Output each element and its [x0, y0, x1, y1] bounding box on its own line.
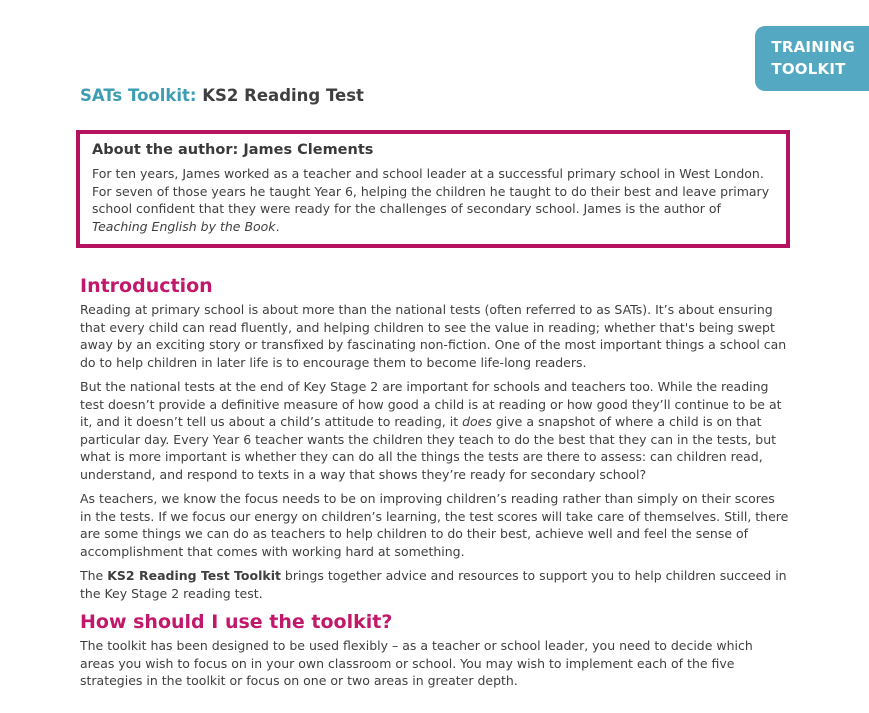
usage-heading: How should I use the toolkit?	[80, 611, 393, 633]
intro-p4-end: brings together advice and resources to support you to help children succeed in the Key Stage 2 reading test.	[80, 568, 787, 601]
introduction-paragraph-4	[80, 567, 790, 602]
author-bio-text: For ten years, James worked as a teacher and school leader at a successful primary school in West London. For seven of those years he taught Year 6, helping the children he taught to do their best and leave primary school confident that they were ready for the challenges of secondary school. James is the author of	[92, 166, 770, 216]
introduction-paragraph-1: Reading at primary school is about more than the national tests (often referred to as SATs). It’s about ensuring that every child can read fluently, and helping children to see the value in reading; whether that's being swept away by an exciting story or transfixed by fascinating non-fiction. One of the most important things a school can do to help children in later life is to encourage them to become life-long readers.	[80, 302, 787, 370]
toolkit-name-bold: KS2 Reading Test Toolkit	[107, 568, 281, 583]
author-box-heading: About the author: James Clements	[92, 142, 374, 158]
introduction-heading: Introduction	[80, 275, 213, 297]
intro-p2-emphasis: does	[462, 414, 492, 429]
badge-line-2: TOOLKIT	[771, 59, 846, 78]
page-title	[80, 86, 790, 106]
introduction-paragraph-2	[80, 378, 790, 483]
introduction-paragraph-3: As teachers, we know the focus needs to be on improving children’s reading rather than simply on their scores in the tests. If we focus our energy on children’s learning, the test scores will take care of themselves. Still, there are some things we can do as teachers to help children to do their best, achieve well and feel the sense of accomplishment that comes with working hard at something.	[80, 491, 789, 559]
intro-p2-start: But the national tests at the end of Key Stage 2 are important for schools and teachers too. While the reading test doesn’t provide a definitive measure of how good a child is at reading or how good they’ll continue to be at it, and it doesn’t tell us about a child’s attitude to reading, it	[80, 379, 782, 429]
intro-p2-end: give a snapshot of where a child is on that particular day. Every Year 6 teacher wants the children they teach to do the best that they can in the tests, but what is more important is whether they can do all the things the tests are there to assess: can children read, understand, and respond to texts in a way that shows they’re ready for secondary school?	[80, 414, 777, 482]
training-toolkit-badge	[755, 26, 869, 91]
badge-line-1: TRAINING	[771, 38, 855, 56]
author-box-body	[92, 165, 774, 235]
toolkit-label: SATs Toolkit:	[80, 86, 197, 105]
usage-paragraph-1: The toolkit has been designed to be used flexibly – as a teacher or school leader, you need to decide which areas you wish to focus on in your own classroom or school. You may wish to implement each of the five strategies in the toolkit or focus on one or two areas in greater depth.	[80, 638, 753, 688]
about-author-box	[76, 130, 790, 248]
document-title: KS2 Reading Test	[202, 86, 364, 105]
author-bio-end: .	[275, 218, 280, 234]
intro-p4-start: The	[80, 568, 108, 583]
book-title: Teaching English by the Book	[92, 218, 276, 234]
